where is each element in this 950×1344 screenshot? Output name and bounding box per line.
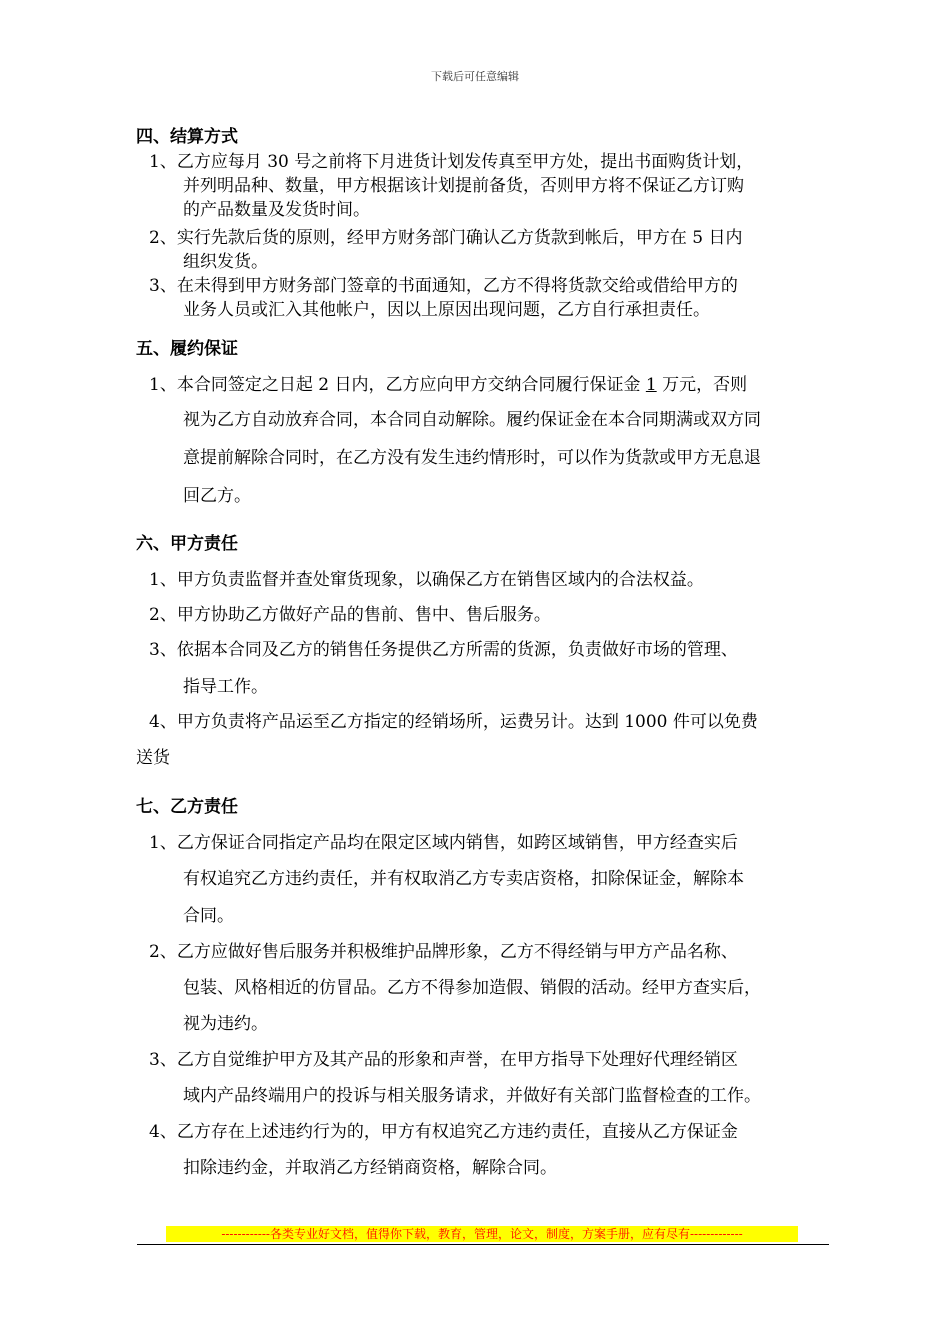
paragraph-line: 3、乙方自觉维护甲方及其产品的形象和声誉，在甲方指导下处理好代理经销区 (149, 1050, 738, 1070)
paragraph-line: 组织发货。 (183, 252, 268, 272)
paragraph-line: 1、乙方保证合同指定产品均在限定区域内销售，如跨区域销售，甲方经查实后 (149, 833, 738, 853)
paragraph-line (149, 372, 747, 398)
paragraph-line: 的产品数量及发货时间。 (183, 200, 370, 220)
paragraph-line: 回乙方。 (183, 486, 251, 506)
clause-text: 1、本合同签定之日起 2 日内，乙方应向甲方交纳合同履行保证金 (149, 375, 646, 395)
paragraph-line: 1、甲方负责监督并查处窜货现象，以确保乙方在销售区域内的合法权益。 (149, 570, 704, 590)
paragraph-line: 并列明品种、数量，甲方根据该计划提前备货，否则甲方将不保证乙方订购 (183, 176, 744, 196)
paragraph-line: 4、甲方负责将产品运至乙方指定的经销场所，运费另计。达到 1000 件可以免费 (149, 712, 758, 732)
paragraph-line: 指导工作。 (183, 677, 268, 697)
section-heading-party-a: 六、甲方责任 (136, 534, 238, 554)
paragraph-line: 3、依据本合同及乙方的销售任务提供乙方所需的货源，负责做好市场的管理、 (149, 640, 738, 660)
paragraph-line: 送货 (136, 748, 170, 768)
section-heading-performance-bond: 五、履约保证 (136, 339, 238, 359)
paragraph-line: 1、乙方应每月 30 号之前将下月进货计划发传真至甲方处，提出书面购货计划， (149, 152, 754, 172)
paragraph-line: 业务人员或汇入其他帐户，因以上原因出现问题，乙方自行承担责任。 (183, 300, 710, 320)
paragraph-line: 视为违约。 (183, 1014, 268, 1034)
footer-divider (137, 1244, 829, 1245)
paragraph-line: 4、乙方存在上述违约行为的，甲方有权追究乙方违约责任，直接从乙方保证金 (149, 1122, 738, 1142)
section-heading-settlement: 四、结算方式 (136, 127, 238, 147)
paragraph-line: 包装、风格相近的仿冒品。乙方不得参加造假、销假的活动。经甲方查实后， (183, 978, 761, 998)
download-note: 下载后可任意编辑 (431, 70, 519, 83)
paragraph-line: 3、在未得到甲方财务部门签章的书面通知，乙方不得将货款交给或借给甲方的 (149, 276, 738, 296)
bond-amount: 1 (645, 375, 657, 395)
paragraph-line: 视为乙方自动放弃合同，本合同自动解除。履约保证金在本合同期满或双方同 (183, 410, 761, 430)
paragraph-line: 2、乙方应做好售后服务并积极维护品牌形象，乙方不得经销与甲方产品名称、 (149, 942, 738, 962)
clause-text: 万元，否则 (656, 375, 748, 395)
footer-banner: ------------各类专业好文档，值得你下载，教育，管理，论文，制度，方案手册，应有尽有------------- (166, 1226, 798, 1242)
paragraph-line: 2、实行先款后货的原则，经甲方财务部门确认乙方货款到帐后，甲方在 5 日内 (149, 228, 743, 248)
paragraph-line: 有权追究乙方违约责任，并有权取消乙方专卖店资格，扣除保证金，解除本 (183, 869, 744, 889)
section-heading-party-b: 七、乙方责任 (136, 797, 238, 817)
paragraph-line: 意提前解除合同时，在乙方没有发生违约情形时，可以作为货款或甲方无息退 (183, 448, 761, 468)
paragraph-line: 2、甲方协助乙方做好产品的售前、售中、售后服务。 (149, 605, 551, 625)
paragraph-line: 域内产品终端用户的投诉与相关服务请求，并做好有关部门监督检查的工作。 (183, 1086, 761, 1106)
paragraph-line: 扣除违约金，并取消乙方经销商资格，解除合同。 (183, 1158, 557, 1178)
paragraph-line: 合同。 (183, 906, 234, 926)
